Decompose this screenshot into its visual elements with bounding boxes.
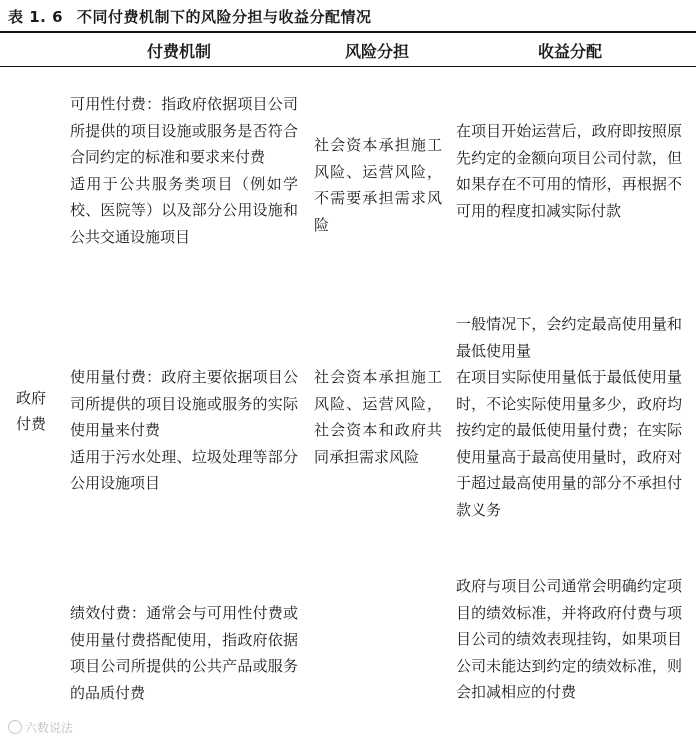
row1-benefit: [456, 118, 682, 224]
top-rule: [0, 31, 696, 33]
row3-mechanism: [70, 600, 298, 706]
row3-mechanism-def: 绩效付费：通常会与可用性付费或使用量付费搭配使用，指政府依据项目公司所提供的公共产品或服务的品质付费: [70, 604, 298, 702]
header-mechanism: 付费机制: [146, 42, 211, 61]
header-rule: [0, 66, 696, 67]
table-number: 表 1. 6: [8, 8, 64, 26]
watermark-text: 六数说法: [25, 721, 74, 735]
row2-mechanism-scope: 适用于污水处理、垃圾处理等部分公用设施项目: [70, 447, 298, 492]
row-group-label: 政府付费: [16, 389, 47, 433]
row2-risk: 社会资本承担施工风险、运营风险，社会资本和政府共同承担需求风险: [314, 368, 442, 466]
row2-mechanism-def: 使用量付费：政府主要依据项目公司所提供的项目设施或服务的实际使用量来付费: [70, 368, 298, 439]
row3-benefit: [456, 573, 682, 706]
row2-benefit: [456, 311, 682, 523]
row1-benefit-text: 在项目开始运营后，政府即按照原先约定的金额向项目公司付款，但如果存在不可用的情形，再根据不可用的程度扣减实际付款: [456, 122, 682, 220]
row2-mechanism: [70, 364, 298, 497]
row3-benefit-text: 政府与项目公司通常会明确约定项目的绩效标准，并将政府付费与项目公司的绩效表现挂钩，如果项目公司未能达到约定的绩效标准，则会扣减相应的付费: [456, 577, 682, 701]
row2-benefit-text-2: 在项目实际使用量低于最低使用量时，不论实际使用量多少，政府均按约定的最低使用量付费；在实际使用量高于最高使用量时，政府对于超过最高使用量的部分不承担付款义务: [456, 368, 682, 519]
header-risk: 风险分担: [344, 42, 409, 61]
header-benefit: 收益分配: [537, 42, 602, 61]
row1-mechanism-def: 可用性付费：指政府依据项目公司所提供的项目设施或服务是否符合合同约定的标准和要求来付费: [70, 95, 298, 166]
row2-benefit-text-1: 一般情况下，会约定最高使用量和最低使用量: [456, 315, 682, 360]
table-caption: [8, 6, 372, 27]
watermark: [8, 719, 73, 736]
row1-risk: 社会资本承担施工风险、运营风险，不需要承担需求风险: [314, 136, 442, 234]
row1-mechanism: [70, 91, 298, 250]
row1-mechanism-scope: 适用于公共服务类项目（例如学校、医院等）以及部分公用设施和公共交通设施项目: [70, 174, 298, 246]
table-title: 不同付费机制下的风险分担与收益分配情况: [77, 8, 372, 26]
watermark-logo-icon: [8, 720, 22, 734]
